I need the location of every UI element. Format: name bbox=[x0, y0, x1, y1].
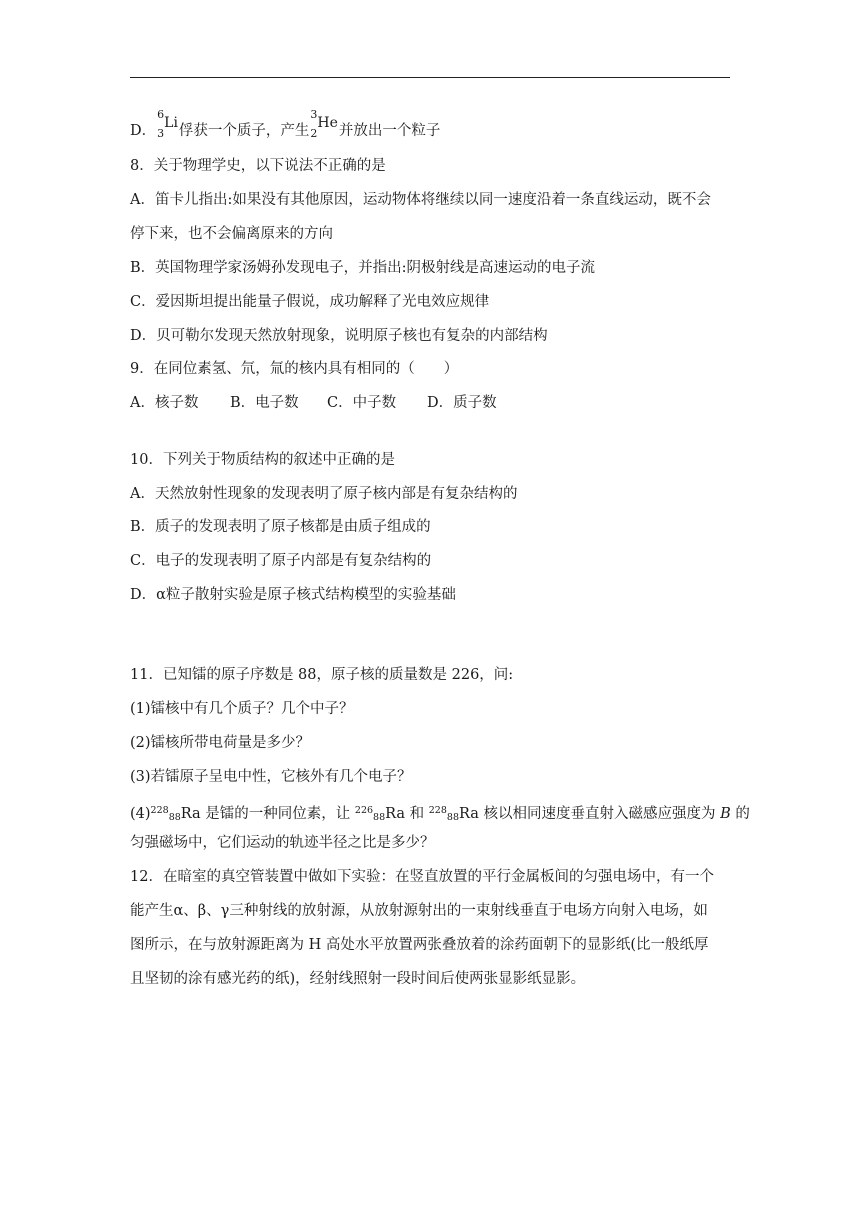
q11-part-4-cont: 匀强磁场中，它们运动的轨迹半径之比是多少？ bbox=[130, 835, 435, 851]
q12-line-3: 图所示，在与放射源距离为 H 高处水平放置两张叠放着的涂药面朝下的显影纸(比一般纸厚 bbox=[130, 937, 709, 953]
q10-option-b: B．质子的发现表明了原子核都是由质子组成的 bbox=[130, 519, 431, 535]
q11-part-4: $(4)^{228}88Ra$ 是镭的一种同位素，让 $^{226}$88Ra 和 $^{228}$88Ra 核以相同速度垂直射入磁感应强度为 B 的 bbox=[130, 805, 750, 823]
q12-line-2: 能产生α、β、γ三种射线的放射源，从放射源射出的一束射线垂直于电场方向射入电场，如 bbox=[130, 903, 708, 919]
atomic-number: 88 bbox=[168, 812, 181, 823]
option-label: D． bbox=[130, 123, 157, 139]
q8-option-a-cont: 停下来，也不会偏离原来的方向 bbox=[130, 226, 333, 242]
q10-option-d: D．α粒子散射实验是原子核式结构模型的实验基础 bbox=[130, 587, 456, 603]
q9-option-a: A．核子数 bbox=[130, 395, 199, 411]
q8-option-a: A．笛卡儿指出:如果没有其他原因，运动物体将继续以同一速度沿着一条直线运动，既不会 bbox=[130, 192, 711, 208]
q9-options bbox=[130, 393, 497, 413]
q12-line-4: 且坚韧的涂有感光药的纸)，经射线照射一段时间后使两张显影纸显影。 bbox=[130, 971, 586, 987]
q12-line-1: 12．在暗室的真空管装置中做如下实验：在竖直放置的平行金属板间的匀强电场中，有一个 bbox=[130, 869, 714, 885]
header-rule bbox=[130, 77, 730, 78]
field-symbol-b: B bbox=[720, 806, 731, 822]
element-symbol: Ra bbox=[385, 806, 406, 822]
q9-stem: 9．在同位素氢、氘，氚的核内具有相同的（ ） bbox=[130, 361, 459, 377]
q8-option-c: C．爱因斯坦提出能量子假说，成功解释了光电效应规律 bbox=[130, 294, 490, 310]
q10-option-a: A．天然放射性现象的发现表明了原子核内部是有复杂结构的 bbox=[130, 486, 518, 502]
q8-stem: 8．关于物理学史，以下说法不正确的是 bbox=[130, 158, 386, 174]
isotope-lithium: 6 3 Li bbox=[157, 108, 178, 140]
element-symbol: Ra bbox=[459, 806, 479, 822]
mass-number: 228 bbox=[150, 805, 169, 816]
mass-number: 226 bbox=[354, 805, 374, 816]
option-text: 并放出一个粒子 bbox=[338, 123, 441, 139]
q10-stem: 10．下列关于物质结构的叙述中正确的是 bbox=[130, 452, 395, 468]
element-symbol: Ra bbox=[180, 806, 201, 822]
isotope-helium: 3 2 He bbox=[310, 108, 338, 140]
q8-option-d: D．贝可勒尔发现天然放射现象，说明原子核也有复杂的内部结构 bbox=[130, 328, 548, 344]
q9-option-d: D．质子数 bbox=[427, 395, 497, 411]
mass-number: 228 bbox=[428, 805, 447, 816]
option-text: 俘获一个质子，产生 bbox=[178, 123, 310, 139]
q7-option-d bbox=[130, 108, 441, 141]
atomic-number: 88 bbox=[446, 812, 459, 823]
atomic-number: 88 bbox=[373, 812, 386, 823]
q9-option-b: B．电子数 bbox=[230, 395, 299, 411]
q11-part-1: (1)镭核中有几个质子？几个中子？ bbox=[130, 701, 354, 717]
q8-option-b: B．英国物理学家汤姆孙发现电子，并指出:阴极射线是高速运动的电子流 bbox=[130, 260, 596, 276]
q10-option-c: C．电子的发现表明了原子内部是有复杂结构的 bbox=[130, 553, 432, 569]
q11-part-3: (3)若镭原子呈电中性，它核外有几个电子？ bbox=[130, 769, 412, 785]
q9-option-c: C．中子数 bbox=[327, 395, 397, 411]
q11-stem: 11．已知镭的原子序数是 88，原子核的质量数是 226，问: bbox=[130, 667, 514, 683]
q11-part-2: (2)镭核所带电荷量是多少？ bbox=[130, 735, 311, 751]
